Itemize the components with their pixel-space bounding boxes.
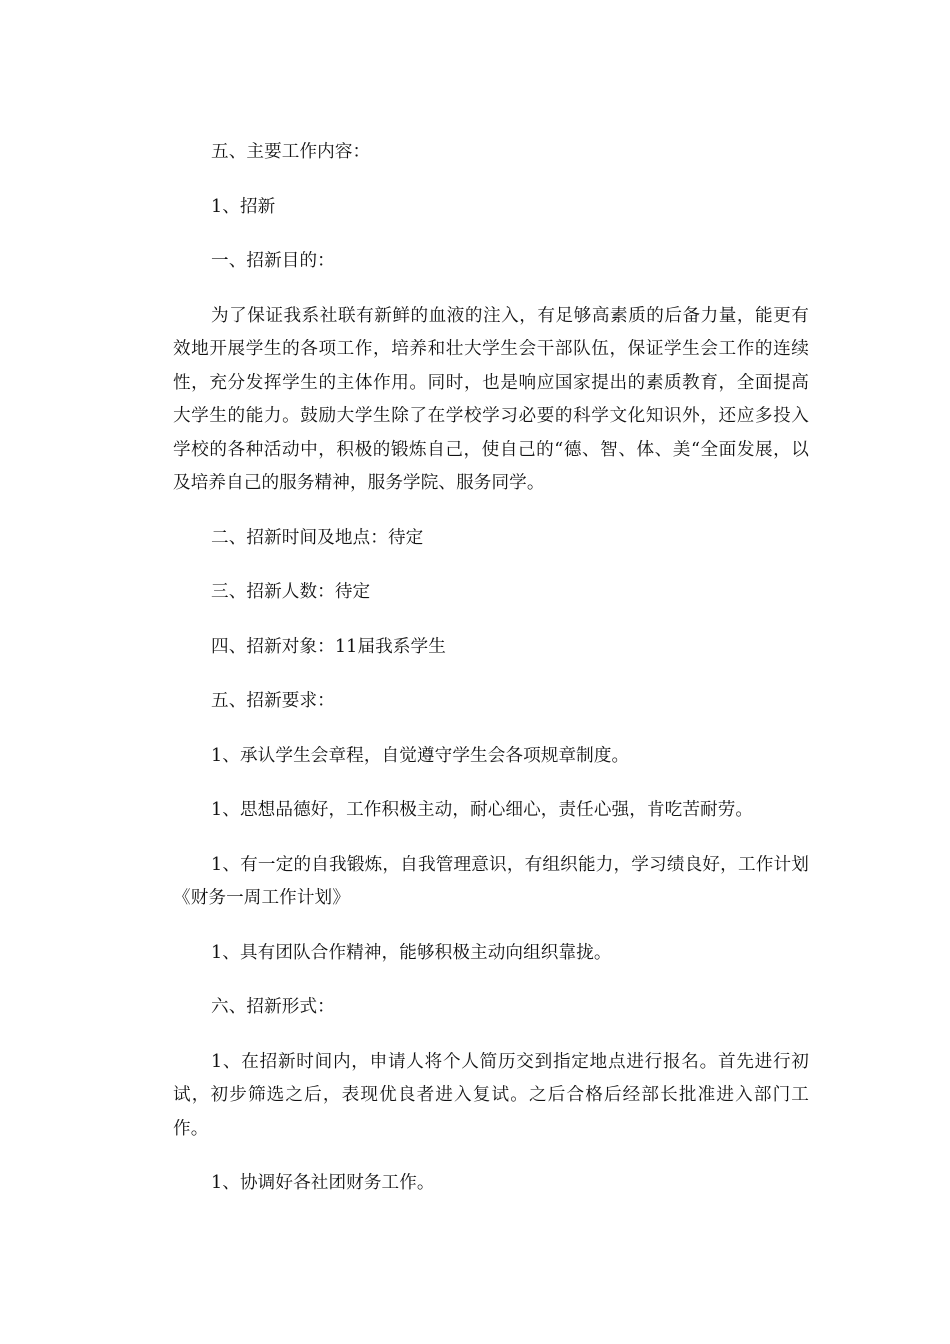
requirement-item: 1、具有团队合作精神，能够积极主动向组织靠拢。: [211, 942, 612, 963]
requirement-item: 1、思想品德好，工作积极主动，耐心细心，责任心强，肯吃苦耐劳。: [211, 800, 754, 820]
requirement-item: 1、承认学生会章程，自觉遵守学生会各项规章制度。: [211, 745, 630, 766]
heading-recruitment-format: 六、招新形式：: [211, 997, 335, 1017]
format-item: 1、协调好各社团财务工作。: [211, 1173, 435, 1193]
heading-recruitment-time-place: 二、招新时间及地点：待定: [211, 527, 424, 548]
format-item: 1、在招新时间内，申请人将个人简历交到指定地点进行报名。首先进行初试，初步筛选之后，表现优良者进入复试。之后合格后经部长批准进入部门工作。: [173, 1051, 809, 1139]
item-recruitment: 1、招新: [211, 196, 276, 217]
requirement-item: 1、有一定的自我锻炼，自我管理意识，有组织能力，学习绩良好，工作计划《财务一周工作计划》: [173, 854, 809, 908]
heading-recruitment-purpose: 一、招新目的：: [211, 251, 335, 271]
heading-recruitment-requirements: 五、招新要求：: [211, 691, 335, 711]
section-heading-main-work: 五、主要工作内容：: [211, 142, 371, 162]
document-body: [173, 136, 809, 1201]
heading-recruitment-number: 三、招新人数：待定: [211, 582, 371, 602]
heading-recruitment-target: 四、招新对象：11届我系学生: [211, 636, 446, 657]
paragraph-recruitment-purpose: 为了保证我系社联有新鲜的血液的注入，有足够高素质的后备力量，能更有效地开展学生的各项工作，培养和壮大学生会干部队伍，保证学生会工作的连续性，充分发挥学生的主体作用。同时，也是响应国家提出的素质教育，全面提高大学生的能力。鼓励大学生除了在学校学习必要的科学文化知识外，还应多投入学校的各种活动中，积极的锻炼自己，使自己的“德、智、体、美“全面发展，以及培养自己的服务精神，服务学院、服务同学。: [173, 305, 809, 493]
